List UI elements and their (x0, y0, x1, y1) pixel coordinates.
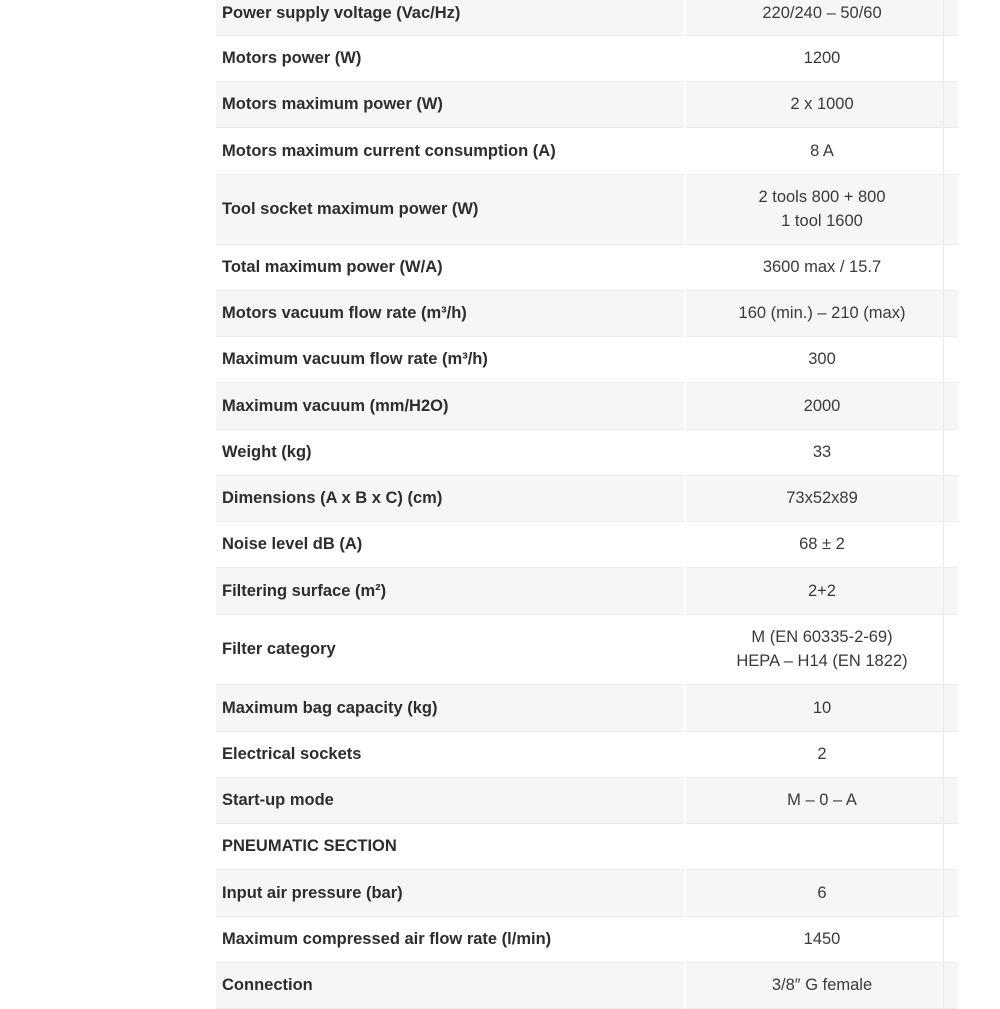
spec-value-line: 2000 (803, 396, 841, 415)
spec-value (685, 731, 958, 777)
spec-value (685, 962, 958, 1008)
spec-label: Total maximum power (W/A) (216, 244, 685, 290)
spec-value (685, 777, 958, 823)
spec-value-line: 2 x 1000 (790, 95, 854, 113)
spec-value-line: M – 0 – A (787, 791, 857, 809)
spec-label: Motors maximum power (W) (216, 81, 685, 127)
spec-value-line: M (EN 60335-2-69) (751, 628, 893, 646)
spec-value-line: 2 (817, 745, 827, 763)
spec-row (216, 731, 958, 777)
specifications-table (216, 0, 958, 1009)
spec-value-line: 3600 max / 15.7 (762, 258, 882, 276)
spec-value (685, 916, 958, 962)
spec-value (685, 429, 958, 475)
spec-label: Motors vacuum flow rate (m³/h) (216, 290, 685, 336)
spec-label: Maximum vacuum (mm/H2O) (216, 382, 685, 429)
spec-label: Power supply voltage (Vac/Hz) (216, 0, 685, 35)
spec-row (216, 244, 958, 290)
spec-value-line: 8 A (810, 141, 834, 160)
spec-row (216, 290, 958, 336)
spec-value-line: 10 (812, 698, 832, 717)
spec-label: Maximum bag capacity (kg) (216, 684, 685, 731)
spec-label: Filter category (216, 614, 685, 684)
spec-label: Weight (kg) (216, 429, 685, 475)
spec-value-line: 1450 (803, 930, 841, 948)
spec-value-line: HEPA – H14 (EN 1822) (736, 652, 908, 670)
spec-row (216, 684, 958, 731)
spec-value (685, 567, 958, 614)
spec-value-line: 2 tools 800 + 800 (758, 188, 886, 206)
spec-value-line: 33 (812, 443, 832, 461)
spec-value (685, 382, 958, 429)
spec-value (685, 174, 958, 244)
spec-row (216, 336, 958, 382)
spec-row (216, 614, 958, 684)
spec-label: PNEUMATIC SECTION (216, 823, 685, 869)
spec-row (216, 521, 958, 567)
spec-row (216, 127, 958, 174)
spec-label: Maximum compressed air flow rate (l/min) (216, 916, 685, 962)
spec-value-line: 3/8″ G female (771, 976, 873, 994)
spec-value (685, 869, 958, 916)
spec-row (216, 916, 958, 962)
spec-row (216, 475, 958, 521)
spec-row (216, 35, 958, 81)
spec-row (216, 823, 958, 869)
spec-label: Motors power (W) (216, 35, 685, 81)
spec-row (216, 174, 958, 244)
spec-value (685, 81, 958, 127)
spec-label: Start-up mode (216, 777, 685, 823)
spec-row (216, 962, 958, 1008)
spec-value-line: 220/240 – 50/60 (762, 4, 882, 23)
spec-label: Input air pressure (bar) (216, 869, 685, 916)
spec-value (685, 244, 958, 290)
specifications-body (216, 0, 958, 1008)
spec-value (685, 823, 958, 869)
spec-row (216, 429, 958, 475)
spec-value (685, 336, 958, 382)
spec-value (685, 684, 958, 731)
spec-value-line: 300 (808, 350, 836, 368)
spec-row (216, 567, 958, 614)
spec-value-line: 1 tool 1600 (781, 212, 863, 230)
spec-value-line: 160 (min.) – 210 (max) (738, 304, 906, 322)
spec-label: Motors maximum current consumption (A) (216, 127, 685, 174)
spec-value-line: 2+2 (808, 581, 836, 600)
spec-row (216, 0, 958, 35)
spec-value-line: 1200 (803, 49, 841, 67)
spec-value (685, 614, 958, 684)
spec-value (685, 0, 958, 35)
spec-row (216, 777, 958, 823)
spec-value-line: 73x52x89 (786, 489, 858, 507)
spec-row (216, 382, 958, 429)
spec-label: Electrical sockets (216, 731, 685, 777)
spec-value-line: 6 (817, 883, 827, 902)
spec-label: Tool socket maximum power (W) (216, 174, 685, 244)
spec-value (685, 35, 958, 81)
spec-row (216, 869, 958, 916)
spec-value-line: 68 ± 2 (799, 535, 845, 553)
spec-value (685, 475, 958, 521)
spec-label: Connection (216, 962, 685, 1008)
spec-value (685, 290, 958, 336)
spec-value (685, 521, 958, 567)
spec-label: Dimensions (A x B x C) (cm) (216, 475, 685, 521)
spec-label: Maximum vacuum flow rate (m³/h) (216, 336, 685, 382)
spec-value (685, 127, 958, 174)
spec-label: Noise level dB (A) (216, 521, 685, 567)
spec-row (216, 81, 958, 127)
spec-label: Filtering surface (m²) (216, 567, 685, 614)
